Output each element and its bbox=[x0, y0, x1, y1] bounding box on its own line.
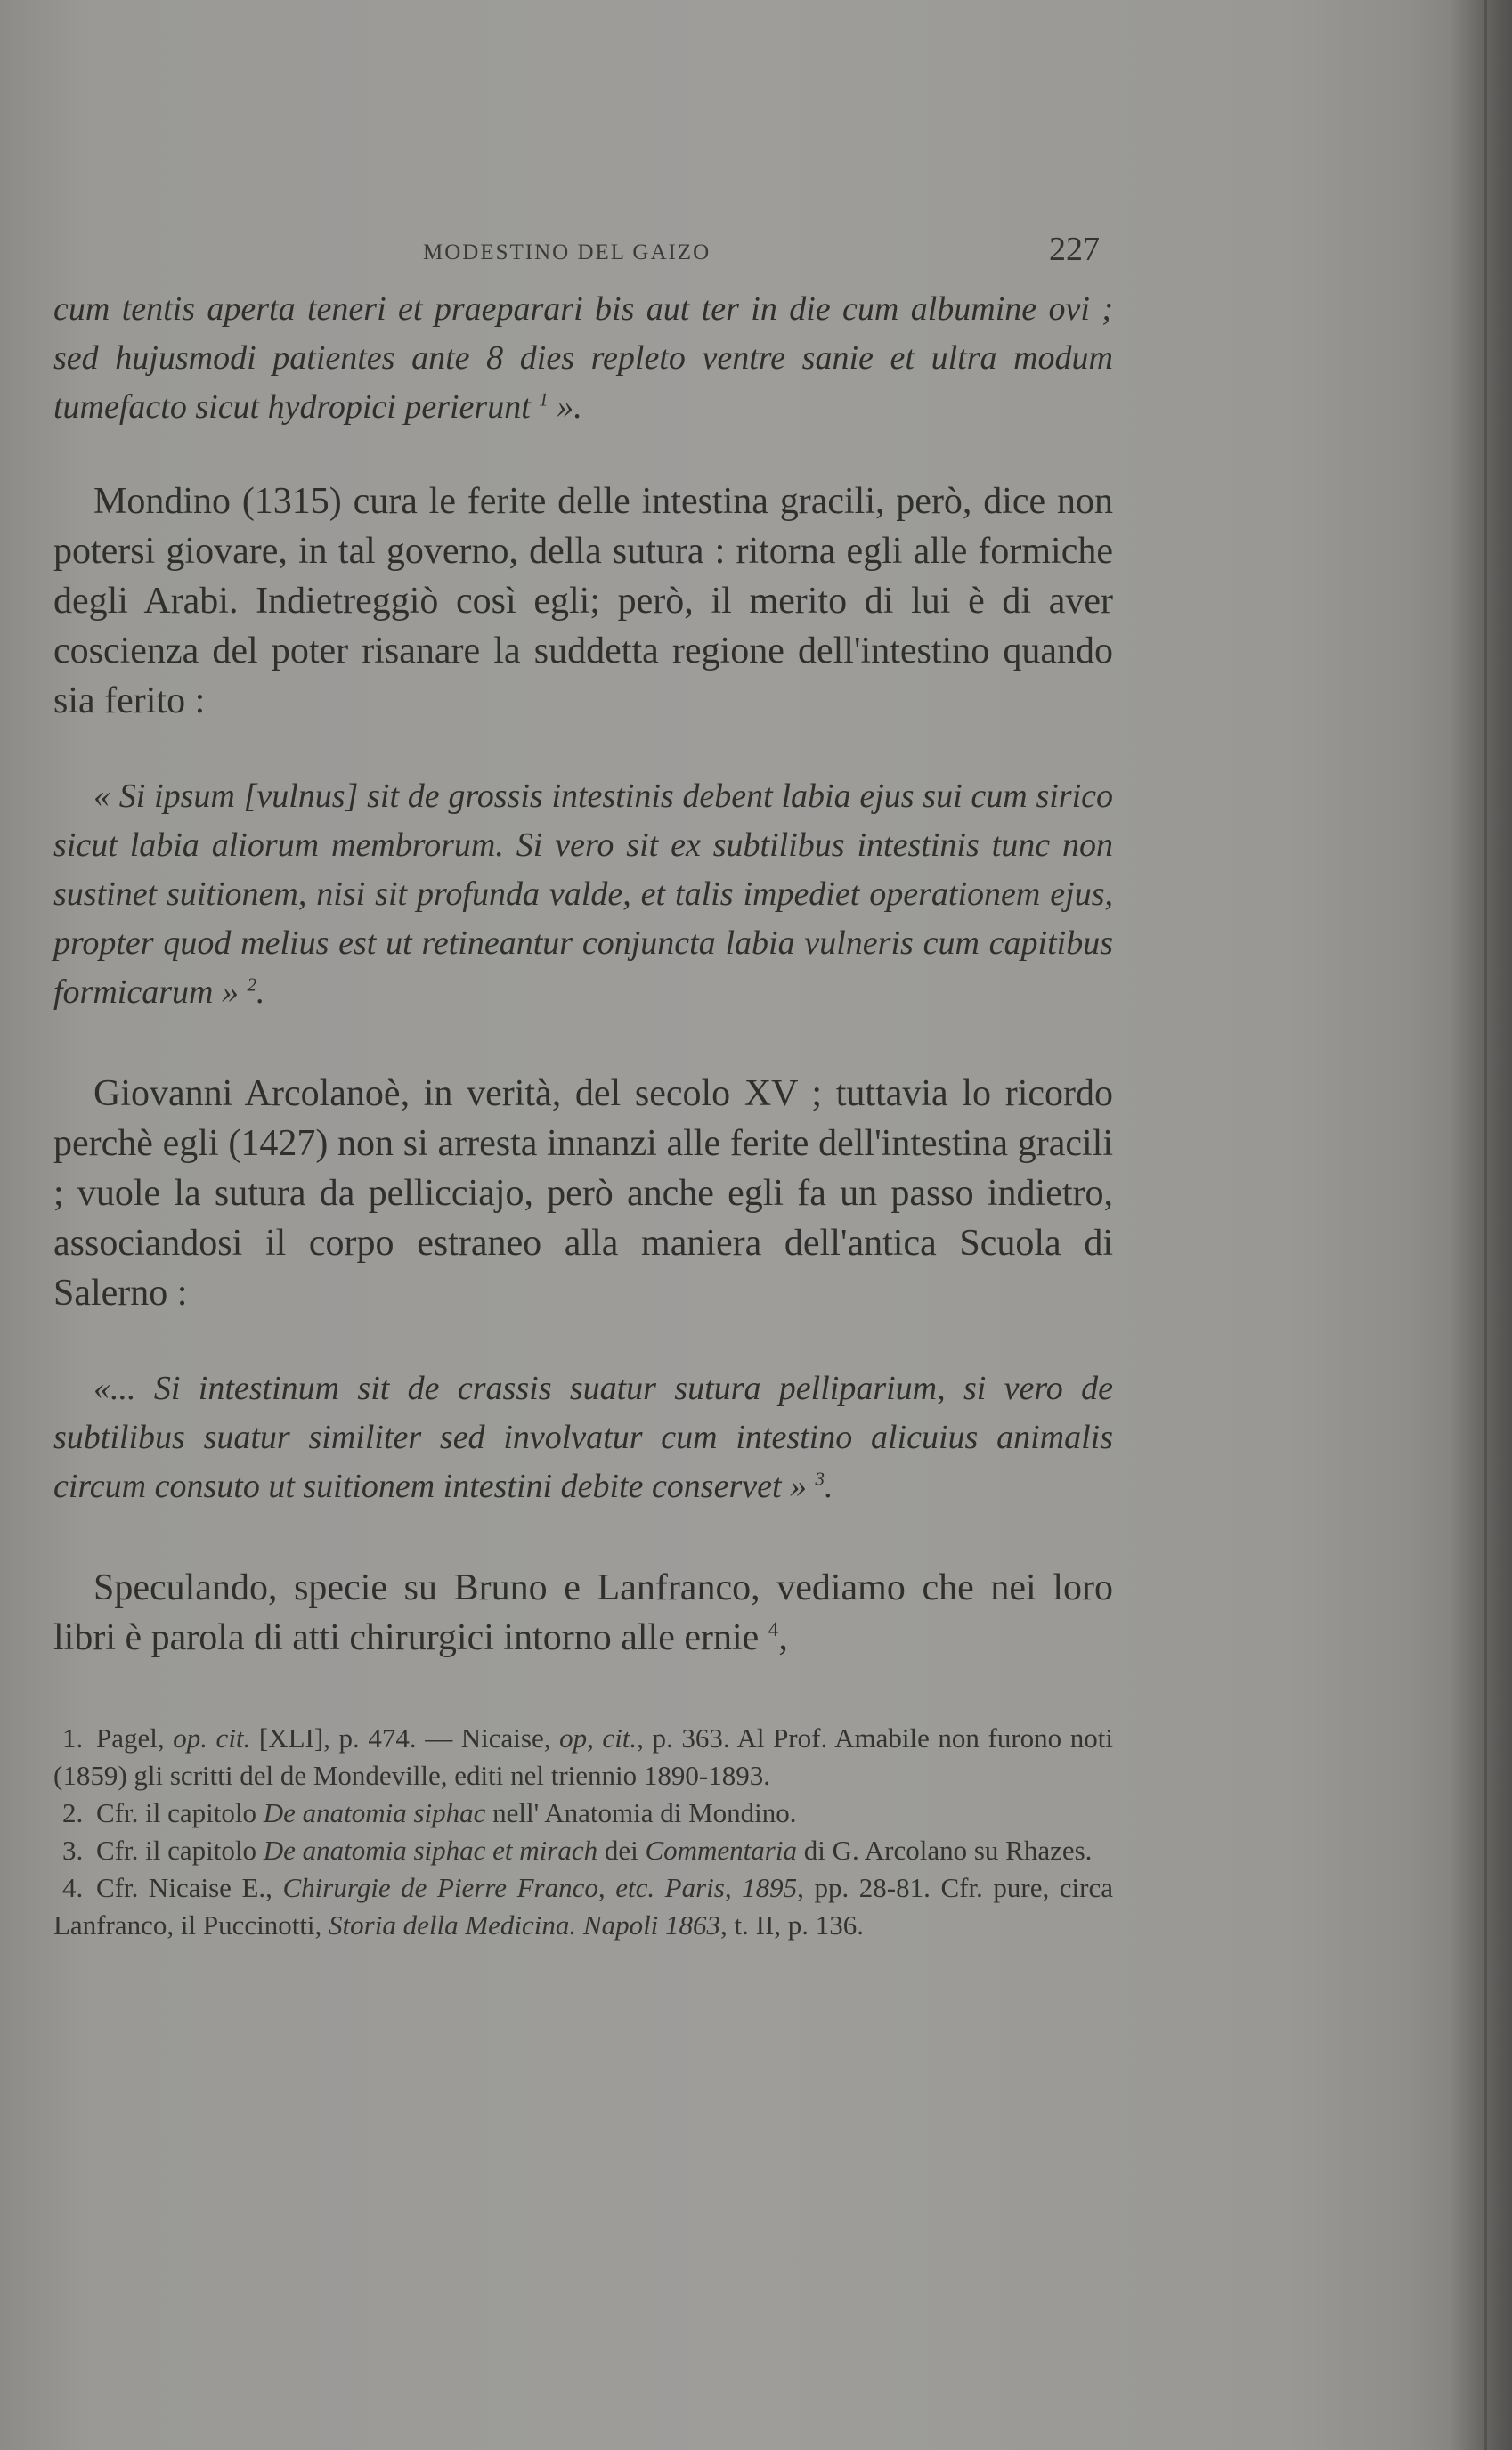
paragraph-mondino: Mondino (1315) cura le ferite delle intestina gracili, però, dice non potersi giovare, in tal governo, della sutura : ritorna egli alle formiche degli Arabi. Indietreggiò così egli; però, il merito di lui è di aver coscienza del poter risanare la suddetta regione dell'intestino quando sia ferito : bbox=[53, 481, 1113, 721]
footnote-text: Cfr. il capitolo bbox=[96, 1835, 264, 1866]
footnote-text: , pp. 28-81. Cfr. pure, circa Lanfranco, il Puccinotti, bbox=[53, 1872, 1113, 1941]
running-head bbox=[53, 223, 1113, 285]
footnote-ref: 4 bbox=[768, 1617, 779, 1640]
page-content bbox=[53, 223, 1113, 1944]
footnote-text: , p. 363. Al Prof. Amabile non furono noti (1859) gli scritti del de Mondeville, editi nel triennio 1890-1893. bbox=[53, 1722, 1113, 1791]
footnote-text: , t. II, p. 136. bbox=[720, 1909, 865, 1941]
footnote-2 bbox=[53, 1795, 1113, 1832]
footnote-number: 3. bbox=[62, 1835, 84, 1866]
footnote-text: Cfr. il capitolo bbox=[96, 1797, 264, 1828]
quote-text: « Si ipsum [vulnus] sit de grossis intestinis debent labia ejus sui cum sirico sicut labia aliorum membrorum. Si vero sit ex subtilibus intestinis tunc non sustinet suitionem, nisi sit profunda valde, et talis impediet operationem ejus, propter quod melius est ut retineantur conjuncta labia vulneris cum capitibus formicarum » bbox=[53, 777, 1113, 1011]
paragraph-close: , bbox=[778, 1617, 788, 1658]
quote-arcolano bbox=[53, 1364, 1113, 1511]
footnote-italic: op, cit. bbox=[559, 1722, 638, 1754]
footnote-ref: 3 bbox=[815, 1468, 825, 1490]
footnote-1 bbox=[53, 1720, 1113, 1795]
page-edge-shadow bbox=[1450, 0, 1512, 2450]
footnote-number: 2. bbox=[62, 1797, 84, 1828]
quote-close: . bbox=[825, 1468, 833, 1505]
footnote-text: Cfr. Nicaise E., bbox=[96, 1872, 283, 1903]
paragraph-arcolano: Giovanni Arcolanoè, in verità, del secolo XV ; tuttavia lo ricordo perchè egli (1427) non si arresta innanzi alle ferite dell'intestina gracili ; vuole la sutura da pellicciajo, però anche egli fa un passo indietro, associandosi il corpo estraneo alla maniera dell'antica Scuola di Salerno : bbox=[53, 1073, 1113, 1314]
footnote-italic: Commentaria bbox=[645, 1835, 797, 1866]
paragraph-text: Speculando, specie su Bruno e Lanfranco, vediamo che nei loro libri è parola di atti chirurgici intorno alle ernie bbox=[53, 1567, 1113, 1658]
quote-continuation bbox=[53, 285, 1113, 432]
paragraph-bruno-lanfranco bbox=[53, 1563, 1113, 1663]
footnote-italic: De anatomia siphac bbox=[263, 1797, 486, 1828]
footnote-3 bbox=[53, 1832, 1113, 1869]
footnote-text: Pagel, bbox=[96, 1722, 174, 1754]
footnote-italic: Storia della Medicina. Napoli 1863 bbox=[329, 1909, 721, 1941]
footnote-ref: 2 bbox=[247, 973, 256, 996]
quote-text: cum tentis aperta teneri et praeparari bis aut ter in die cum albumine ovi ; sed hujusmodi patientes ante 8 dies repleto ventre sanie et ultra modum tumefacto sicut hydropici perierunt bbox=[53, 290, 1113, 426]
page-number: 227 bbox=[1049, 231, 1100, 268]
quote-close: ». bbox=[548, 388, 582, 426]
quote-mondino bbox=[53, 772, 1113, 1017]
quote-text: «... Si intestinum sit de crassis suatur sutura pelliparium, si vero de subtilibus suatur similiter sed involvatur cum intestino alicuius animalis circum consuto ut suitionem intestini debite conservet » bbox=[53, 1370, 1113, 1505]
page-edge-line bbox=[1484, 0, 1487, 2450]
footnote-text: di G. Arcolano su Rhazes. bbox=[796, 1835, 1093, 1866]
footnotes bbox=[53, 1720, 1113, 1944]
footnote-number: 4. bbox=[62, 1872, 84, 1903]
footnote-number: 1. bbox=[62, 1722, 84, 1754]
footnote-ref: 1 bbox=[539, 388, 549, 411]
quote-close: . bbox=[256, 973, 265, 1011]
footnote-italic: Chirurgie de Pierre Franco, etc. Paris, 1895 bbox=[282, 1872, 798, 1903]
footnote-4 bbox=[53, 1869, 1113, 1944]
footnote-italic: op. cit. bbox=[173, 1722, 251, 1754]
footnote-text: dei bbox=[597, 1835, 646, 1866]
footnote-text: nell' Anatomia di Mondino. bbox=[485, 1797, 797, 1828]
footnote-text: [XLI], p. 474. — Nicaise, bbox=[250, 1722, 560, 1754]
footnote-italic: De anatomia siphac et mirach bbox=[263, 1835, 598, 1866]
running-title: MODESTINO DEL GAIZO bbox=[423, 240, 711, 265]
